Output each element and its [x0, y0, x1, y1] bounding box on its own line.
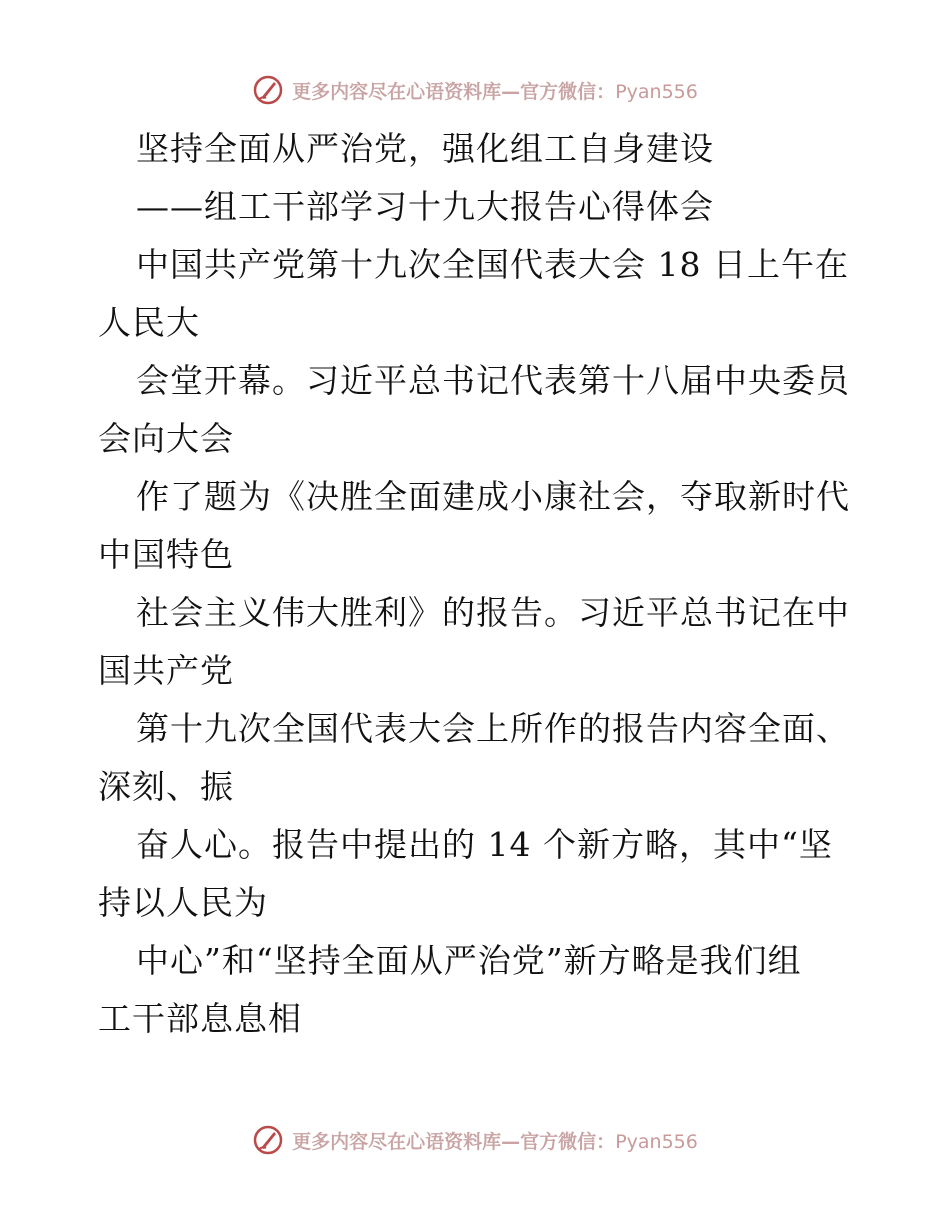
text-line: 奋人心。报告中提出的 14 个新方略，其中“坚: [136, 825, 833, 864]
text-line: 工干部息息相: [98, 999, 302, 1038]
text-line: 中国特色: [98, 535, 234, 574]
quill-logo-icon: [252, 74, 284, 106]
watermark-text: 更多内容尽在心语资料库—官方微信：Pyan556: [292, 80, 698, 103]
text-line: 中国共产党第十九次全国代表大会 18 日上午在: [136, 245, 849, 284]
quill-logo-icon: [252, 1124, 284, 1156]
text-line: 国共产党: [98, 651, 234, 690]
text-line: 人民大: [98, 303, 200, 342]
text-line: 深刻、振: [98, 767, 234, 806]
text-line: 中心”和“坚持全面从严治党”新方略是我们组: [136, 941, 802, 980]
header-watermark: [0, 70, 950, 110]
text-line: 会堂开幕。习近平总书记代表第十八届中央委员: [136, 361, 850, 400]
text-line: 持以人民为: [98, 883, 268, 922]
watermark-text: 更多内容尽在心语资料库—官方微信：Pyan556: [292, 1130, 698, 1153]
text-line: 社会主义伟大胜利》的报告。习近平总书记在中: [136, 593, 850, 632]
text-line: 作了题为《决胜全面建成小康社会，夺取新时代: [136, 477, 850, 516]
footer-watermark: [0, 1120, 950, 1160]
text-line: 会向大会: [98, 419, 234, 458]
text-line: 坚持全面从严治党，强化组工自身建设: [136, 129, 714, 168]
text-line: 第十九次全国代表大会上所作的报告内容全面、: [136, 709, 850, 748]
document-body: [98, 120, 858, 1048]
text-line: ——组工干部学习十九大报告心得体会: [136, 187, 714, 226]
